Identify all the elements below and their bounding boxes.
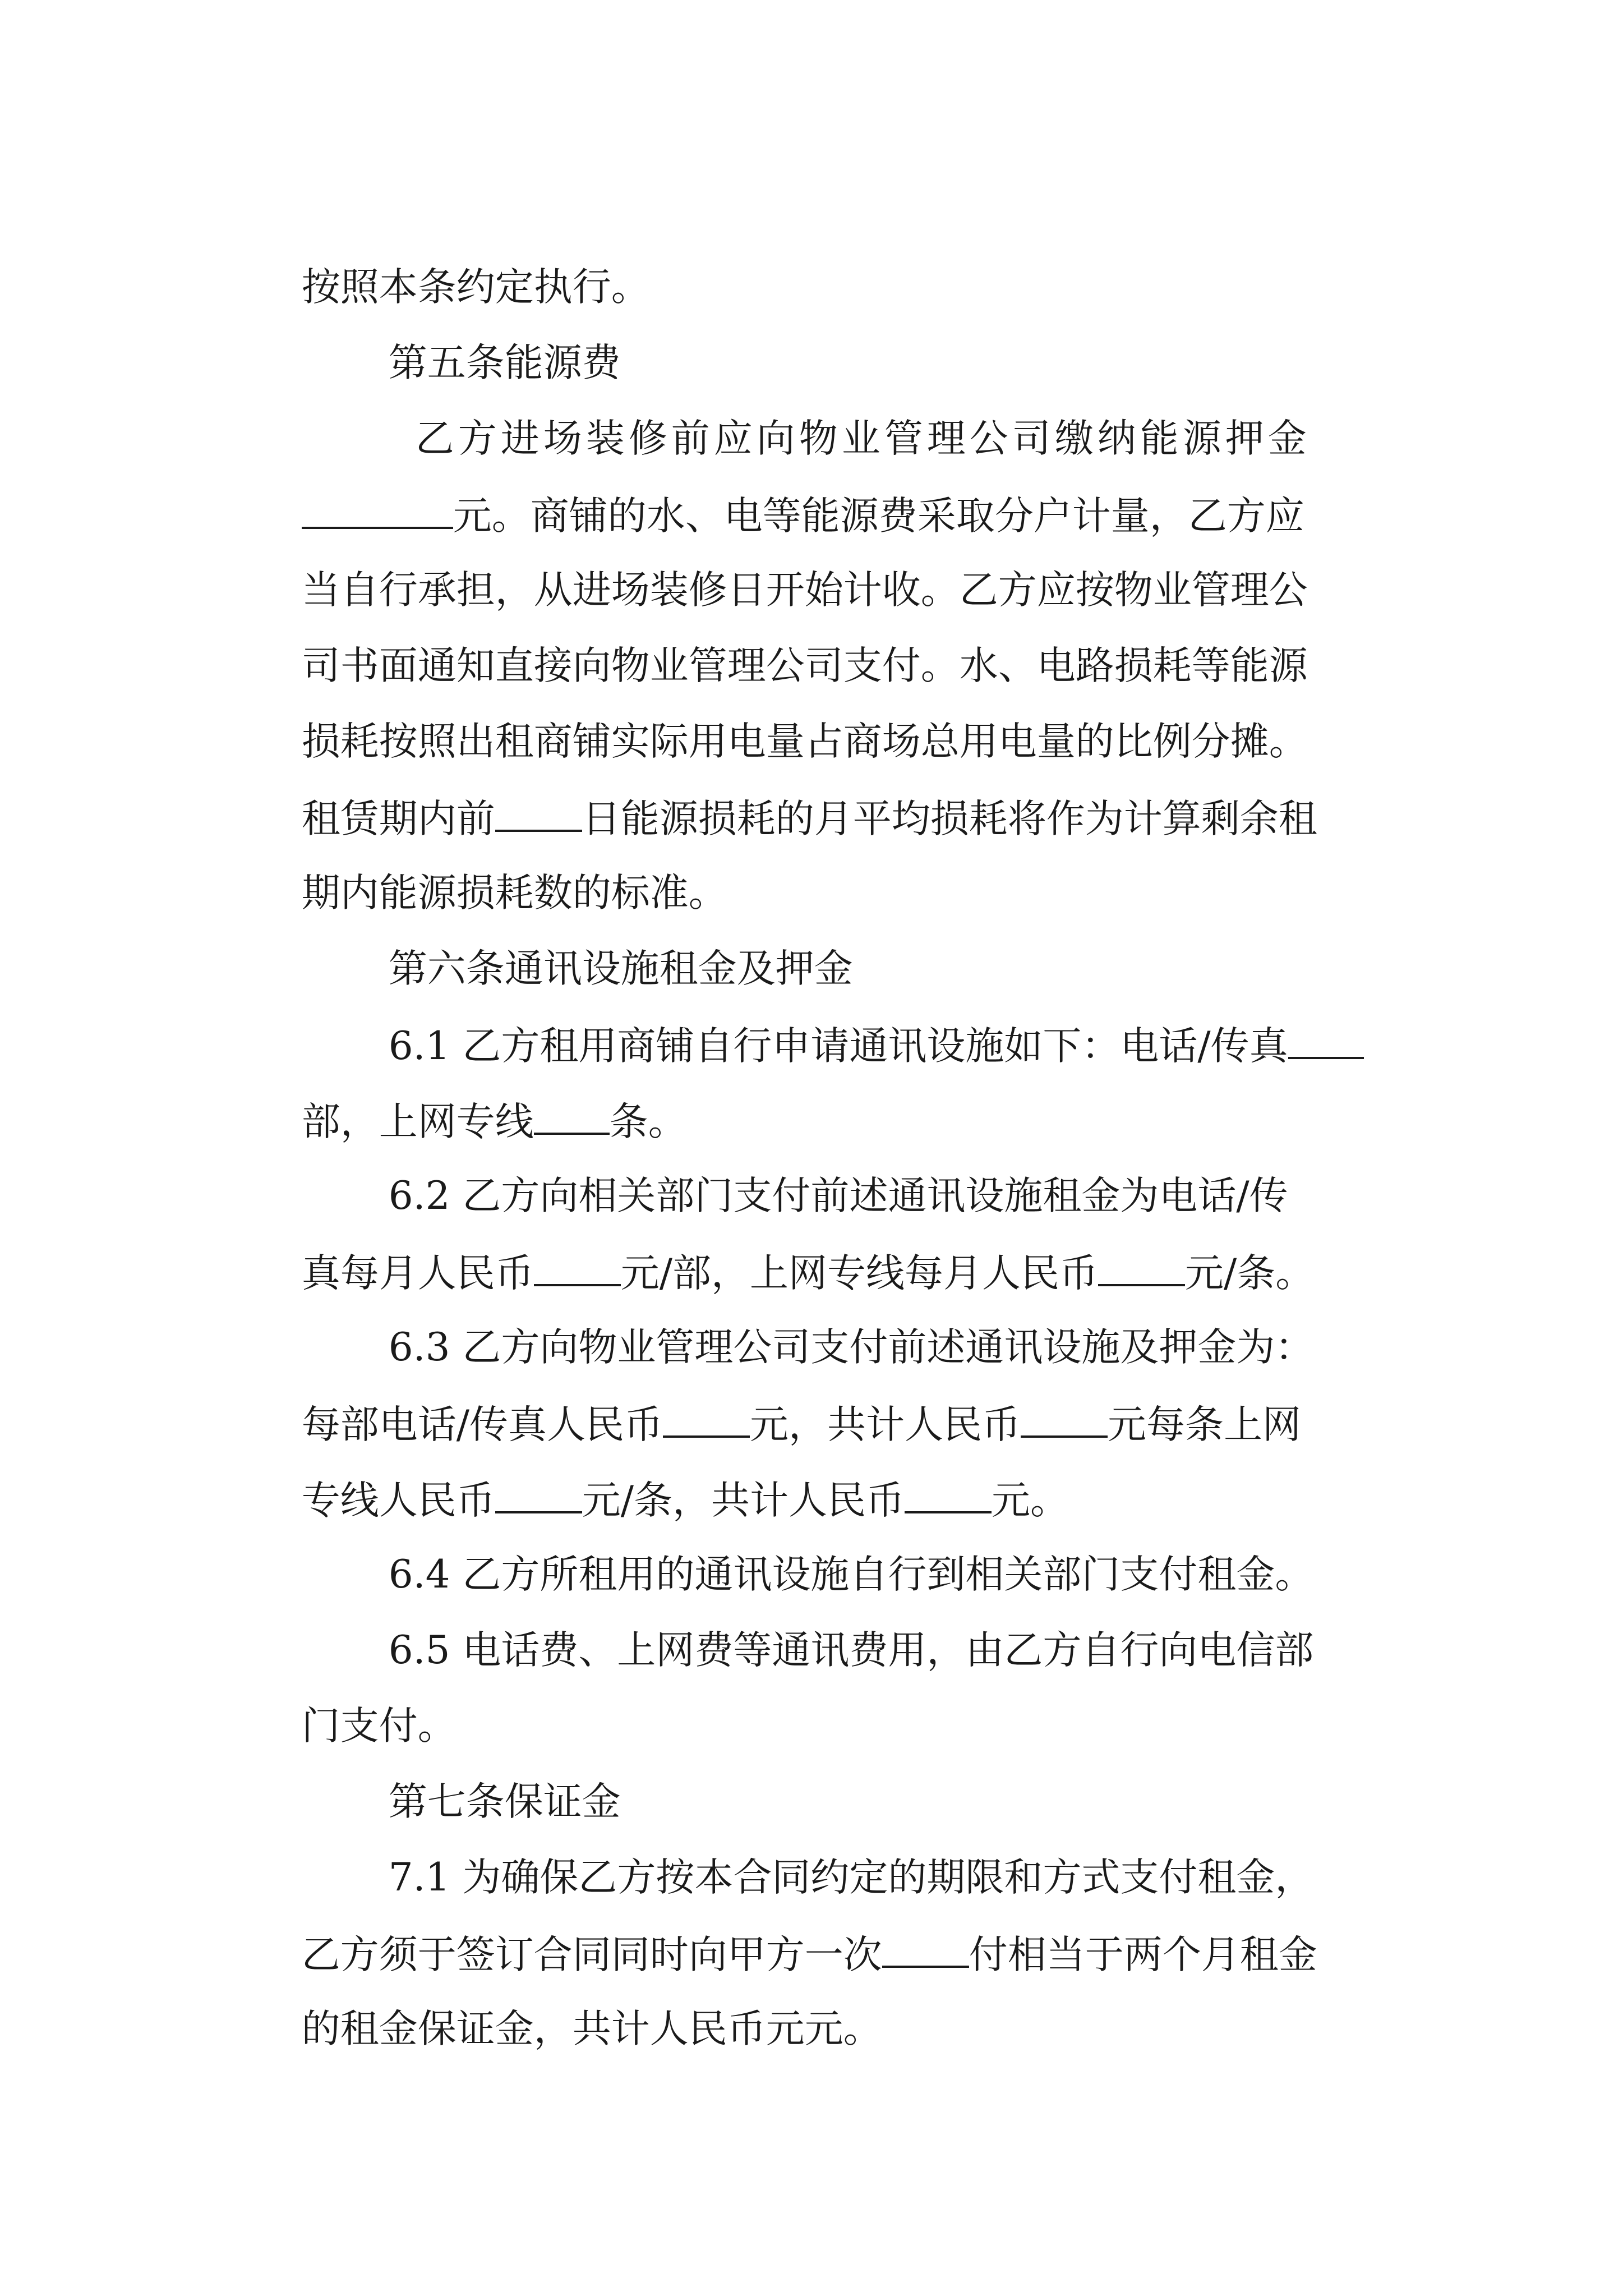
- text-span: 6.3 乙方向物业管理公司支付前述通讯设施及押金为：: [388, 1325, 1314, 1370]
- text-span: 元/条，共计人民币: [582, 1478, 905, 1523]
- heading-text: 第六条通讯设施租金及押金: [388, 946, 853, 991]
- text-line: [252, 599, 1308, 688]
- text-line: [339, 1507, 1314, 1597]
- text-line: [252, 674, 1308, 764]
- text-span: 元/部，上网专线每月人民币: [620, 1251, 1098, 1296]
- text-line: [252, 447, 1304, 539]
- text-span: 乙方须于签订合同同时向甲方一次: [301, 1932, 882, 1977]
- text-span: 元。商铺的水、电等能源费采取分户计量，乙方应: [453, 494, 1304, 539]
- text-span: 乙方进场装修前应向物业管理公司缴纳能源押金: [415, 416, 1311, 461]
- text-line: [252, 750, 1317, 841]
- text-span: 日能源损耗的月平均损耗将作为计算剩余租: [582, 797, 1317, 841]
- text-span: 条。: [609, 1099, 687, 1144]
- text-span: 期内能源损耗数的标准。: [301, 871, 727, 915]
- text-span: 元/条。: [1184, 1251, 1315, 1296]
- text-line: [252, 1432, 1069, 1523]
- text-line: [351, 371, 1311, 461]
- text-span: 按照本条约定执行。: [301, 265, 650, 310]
- text-span: 元每条上网: [1107, 1402, 1301, 1447]
- text-span: 损耗按照出租商铺实际用电量占商场总用电量的比例分摊。: [301, 719, 1308, 764]
- text-span: 元，共计人民币: [749, 1402, 1021, 1447]
- text-line: [252, 1053, 687, 1144]
- text-line: [339, 1280, 1314, 1370]
- text-line: [252, 1204, 1315, 1296]
- text-span: 6.4 乙方所租用的通讯设施自行到相关部门支付租金。: [388, 1552, 1314, 1597]
- text-line: [252, 1356, 1301, 1447]
- section-heading: [339, 901, 853, 991]
- text-span: 每部电话/传真人民币: [301, 1402, 663, 1447]
- text-line: [339, 977, 1364, 1069]
- section-heading: [339, 1734, 621, 1824]
- text-span: 真每月人民币: [301, 1251, 534, 1296]
- section-heading: [339, 296, 621, 385]
- heading-text: 第七条保证金: [388, 1779, 621, 1824]
- text-span: 6.5 电话费、上网费等通讯费用，由乙方自行向电信部: [388, 1628, 1314, 1673]
- text-span: 的租金保证金，共计人民币元元。: [301, 2007, 882, 2051]
- text-line: [339, 1129, 1288, 1218]
- text-span: 元。: [991, 1478, 1069, 1523]
- text-span: 当自行承担，从进场装修日开始计收。乙方应按物业管理公: [301, 568, 1308, 613]
- text-span: 专线人民币: [301, 1478, 495, 1523]
- text-span: 部，上网专线: [301, 1099, 534, 1144]
- heading-text: 第五条能源费: [388, 341, 621, 385]
- text-span: 6.1 乙方租用商铺自行申请通讯设施如下：电话/传真: [388, 1024, 1288, 1069]
- text-line: [252, 826, 727, 915]
- fill-in-blank: [882, 1931, 969, 1968]
- text-span: 付相当于两个月租金: [969, 1932, 1317, 1977]
- text-line: [252, 1962, 882, 2051]
- text-line: [252, 1659, 457, 1749]
- text-line: [252, 1886, 1317, 1977]
- text-line: [339, 1810, 1314, 1900]
- text-span: 门支付。: [301, 1704, 457, 1749]
- text-span: 司书面通知直接向物业管理公司支付。水、电路损耗等能源: [301, 643, 1308, 688]
- text-line: [252, 523, 1308, 613]
- text-line: [339, 1583, 1314, 1673]
- text-span: 7.1 为确保乙方按本合同约定的期限和方式支付租金，: [388, 1855, 1314, 1900]
- text-span: 租赁期内前: [301, 797, 495, 841]
- text-line: [252, 220, 650, 310]
- text-span: 6.2 乙方向相关部门支付前述通讯设施租金为电话/传: [388, 1174, 1288, 1218]
- fill-in-blank: [1288, 1022, 1364, 1059]
